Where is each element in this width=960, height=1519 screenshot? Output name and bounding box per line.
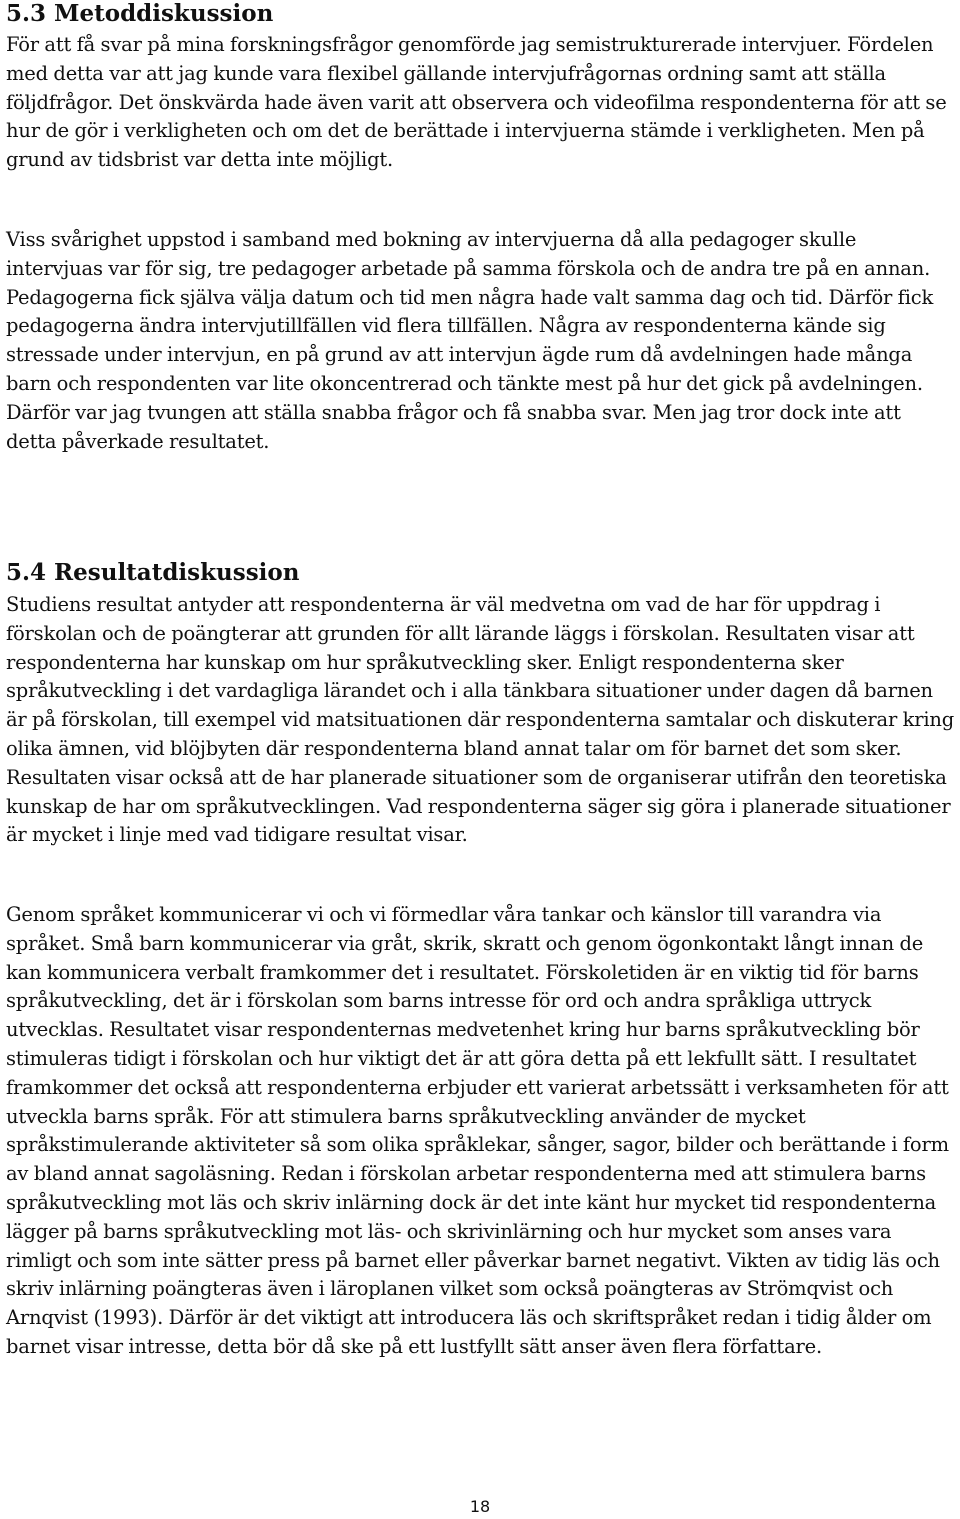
paragraph-metod-1: För att få svar på mina forskningsfrågor genomförde jag semistrukturerade intervjuer. Fördelen med detta var att jag kunde vara flexibel gällande intervjufrågornas ordning samt att ställa följdfrågor. Det önskvärda hade även varit att observera och videofilma respondenterna för att se hur de gör i verkligheten och om det de berättade i intervjuerna stämde i verkligheten. Men på grund av tidsbrist var detta inte möjligt. [6, 33, 947, 172]
section-heading-metoddiskussion: 5.3 Metoddiskussion [6, 0, 274, 27]
paragraph-metod-2: Viss svårighet uppstod i samband med bokning av intervjuerna då alla pedagoger skulle intervjuas var för sig, tre pedagoger arbetade på samma förskola och de andra tre på en annan. Pedagogerna fick själva välja datum och tid men några hade valt samma dag och tid. Därför fick pedagogerna ändra intervjutillfällen vid flera tillfällen. Några av respondenterna kände sig stressade under intervjun, en på grund av att intervjun ägde rum då avdelningen hade många barn och respondenten var lite okoncentrerad och tänkte mest på hur det gick på avdelningen. Därför var jag tvungen att ställa snabba frågor och få snabba svar. Men jag tror dock inte att detta påverkade resultatet. [6, 228, 934, 453]
paragraph-resultat-1: Studiens resultat antyder att respondenterna är väl medvetna om vad de har för uppdrag i förskolan och de poängterar att grunden för allt lärande läggs i förskolan. Resultaten visar att respondenterna har kunskap om hur språkutveckling sker. Enligt respondenterna sker språkutveckling i det vardagliga lärandet och i alla tänkbara situationer under dagen då barnen är på förskolan, till exempel vid matsituationen där respondenterna samtalar och diskuterar kring olika ämnen, vid blöjbyten där respondenterna bland annat talar om för barnet det som sker. Resultaten visar också att de har planerade situationer som de organiserar utifrån den teoretiska kunskap de har om språkutvecklingen. Vad respondenterna säger sig göra i planerade situationer är mycket i linje med vad tidigare resultat visar. [6, 593, 954, 847]
paragraph-resultat-2: Genom språket kommunicerar vi och vi förmedlar våra tankar och känslor till varandra via språket. Små barn kommunicerar via gråt, skrik, skratt och genom ögonkontakt långt innan de kan kommunicera verbalt framkommer det i resultatet. Förskoletiden är en viktig tid för barns språkutveckling, det är i förskolan som barns intresse för ord och andra språkliga uttryck utvecklas. Resultatet visar respondenternas medvetenhet kring hur barns språkutveckling bör stimuleras tidigt i förskolan och hur viktigt det är att göra detta på ett lekfullt sätt. I resultatet framkommer det också att respondenterna erbjuder ett varierat arbetssätt i verksamheten för att utveckla barns språk. För att stimulera barns språkutveckling använder de mycket språkstimulerande aktiviteter så som olika språklekar, sånger, sagor, bilder och berättande i form av bland annat sagoläsning. Redan i förskolan arbetar respondenterna med att stimulera barns språkutveckling mot läs och skriv inlärning dock är det inte känt hur mycket tid respondenterna lägger på barns språkutveckling mot läs- och skrivinlärning och hur mycket som anses vara rimligt och som inte sätter press på barnet eller påverkar barnet negativt. Vikten av tidig läs och skriv inlärning poängteras även i läroplanen vilket som också poängteras av Strömqvist och Arnqvist (1993). Därför är det viktigt att introducera läs och skriftspråket redan i tidig ålder om barnet visar intresse, detta bör då ske på ett lustfyllt sätt anser även flera författare. [6, 903, 949, 1358]
section-heading-resultatdiskussion: 5.4 Resultatdiskussion [6, 559, 300, 586]
page-number: 18 [469, 1497, 491, 1516]
